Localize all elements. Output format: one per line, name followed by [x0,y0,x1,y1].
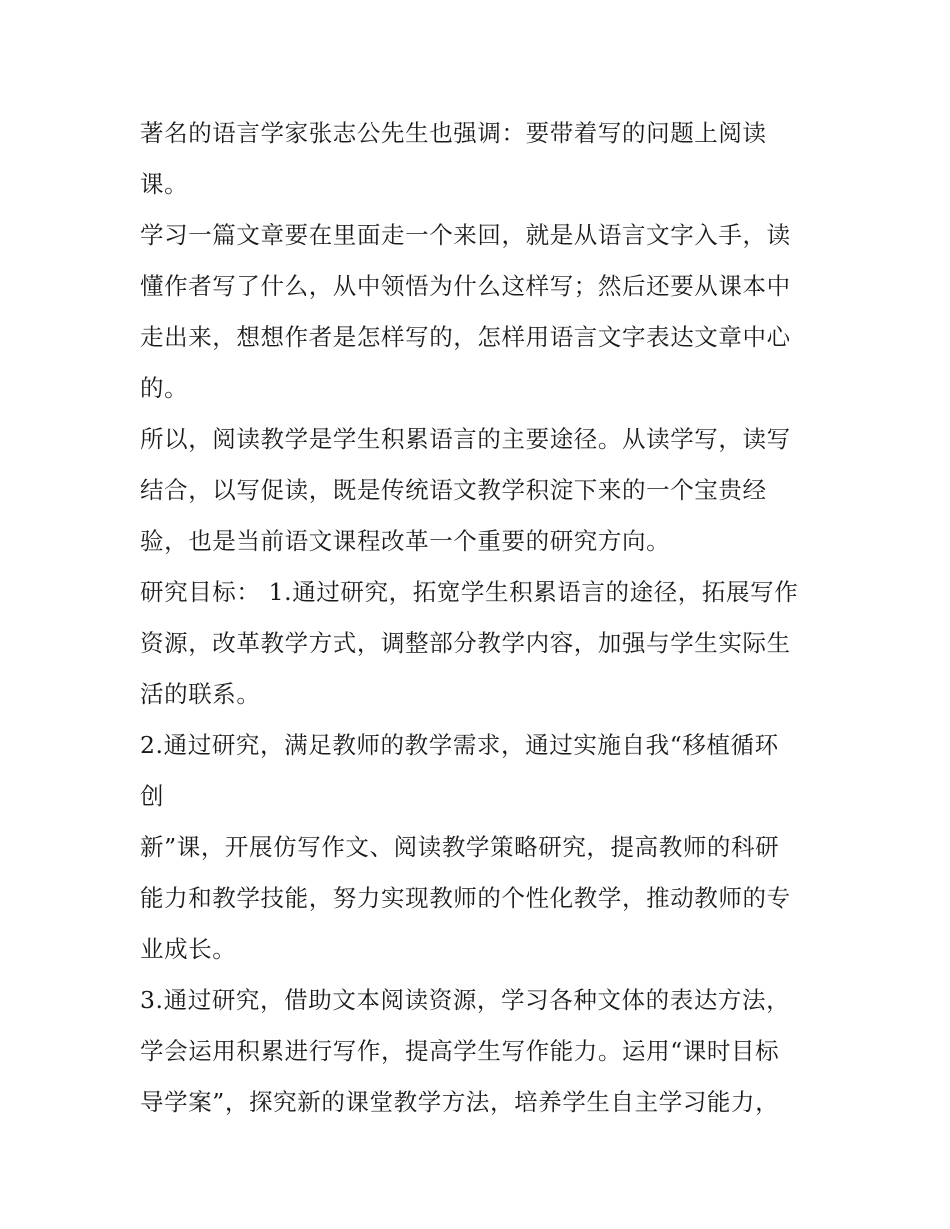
text-line: 学会运用积累进行写作，提高学生写作能力。运用“课时目标 [140,1037,780,1065]
body-text [140,108,820,1128]
text-line: 所以，阅读教学是学生积累语言的主要途径。从读学写，读写 [140,425,791,453]
text-line: 懂作者写了什么，从中领悟为什么这样写；然后还要从课本中 [140,272,791,300]
text-line: 的。 [140,374,189,402]
text-line: 结合，以写促读，既是传统语文教学积淀下来的一个宝贵经 [140,476,767,504]
text-line: 新”课，开展仿写作文、阅读教学策略研究，提高教师的科研 [140,833,780,861]
text-line: 能力和教学技能，努力实现教师的个性化教学，推动教师的专 [140,884,791,912]
text-line: 走出来，想想作者是怎样写的，怎样用语言文字表达文章中心 [140,323,791,351]
text-line: 业成长。 [140,935,237,963]
text-line: 2.通过研究，满足教师的教学需求，通过实施自我“移植循环 [140,731,779,759]
text-line: 创 [140,782,165,810]
text-line: 课。 [140,170,189,198]
text-line: 导学案”，探究新的课堂教学方法，培养学生自主学习能力， [140,1088,780,1116]
text-line: 研究目标： 1.通过研究，拓宽学生积累语言的途径，拓展写作 [140,578,799,606]
text-line: 资源，改革教学方式，调整部分教学内容，加强与学生实际生 [140,629,791,657]
text-line: 著名的语言学家张志公先生也强调：要带着写的问题上阅读 [140,119,767,147]
text-line: 学习一篇文章要在里面走一个来回，就是从语言文字入手，读 [140,221,791,249]
text-line: 活的联系。 [140,680,261,708]
text-line: 3.通过研究，借助文本阅读资源，学习各种文体的表达方法， [140,986,791,1014]
text-line: 验，也是当前语文课程改革一个重要的研究方向。 [140,527,671,555]
